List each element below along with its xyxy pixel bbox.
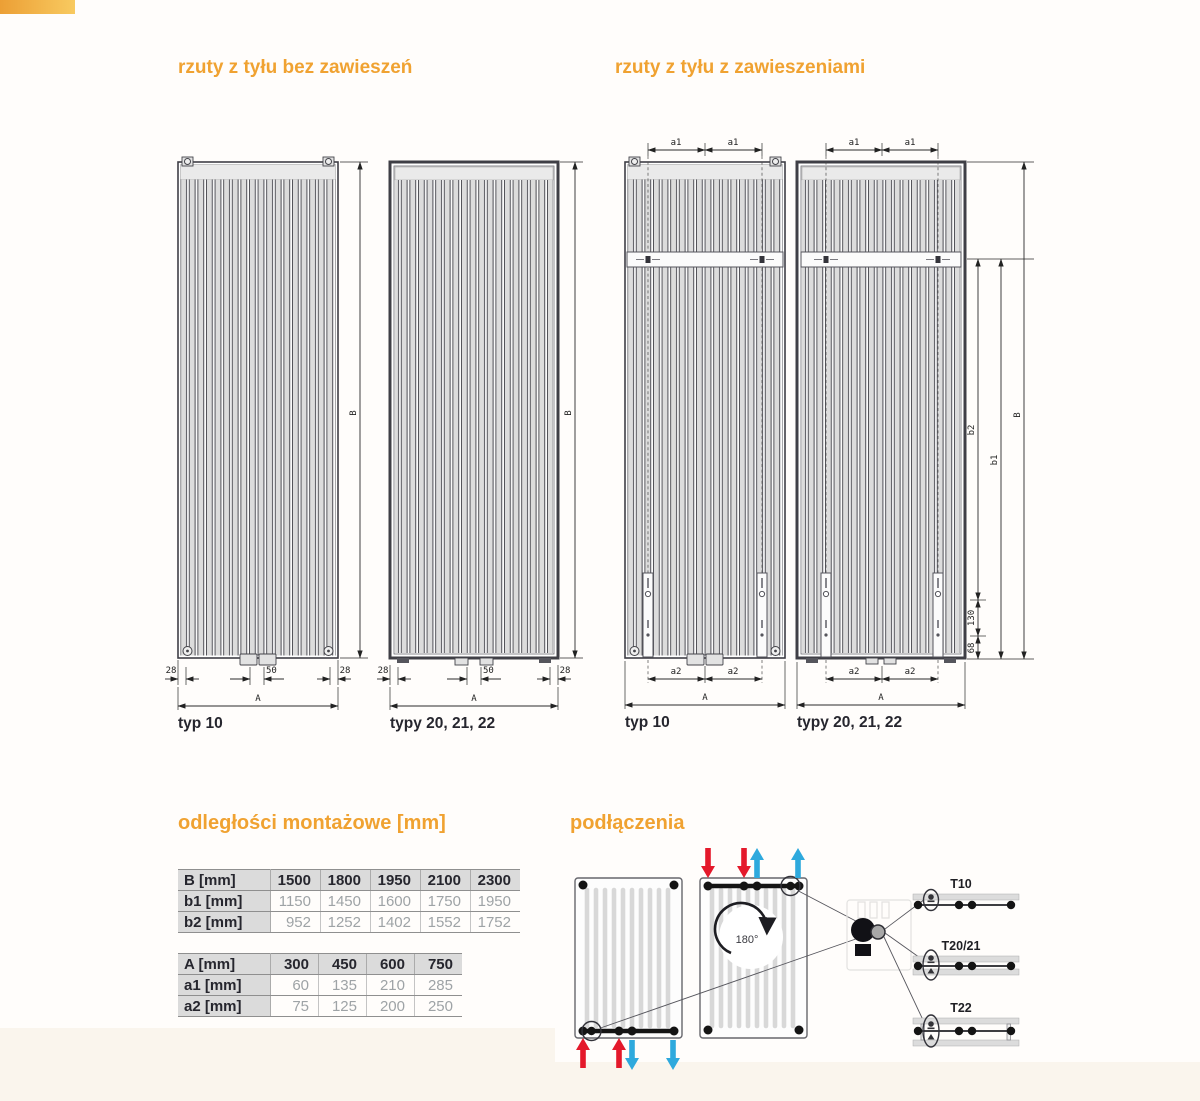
- table-header-cell: 2100: [421, 870, 471, 891]
- table-cell: 200: [367, 996, 415, 1017]
- table-cell: 135: [319, 975, 367, 996]
- table-header-cell: A [mm]: [178, 954, 271, 975]
- drawing-caption-typ202122: typy 20, 21, 22: [797, 714, 903, 731]
- dimension-B: [560, 162, 583, 658]
- section-title-connections: podłączenia: [570, 812, 685, 834]
- table-header-cell: 600: [367, 954, 415, 975]
- dim-label-b2: b2: [967, 424, 977, 436]
- brand-gradient-bar: [0, 0, 75, 14]
- table-cell: 1552: [421, 912, 471, 933]
- table-cell: 1600: [371, 891, 421, 912]
- dim-label-a2: a2: [670, 667, 682, 677]
- dim-label-B: B: [564, 410, 574, 416]
- red-supply-arrow: [612, 1038, 626, 1068]
- profile-label-t22: T22: [950, 1001, 972, 1015]
- supply-return-arrows-bottom: [576, 1038, 680, 1070]
- radiator-front-bottom-connection: [575, 878, 682, 1070]
- rear-view-typ202122-no-hangers-drawing: [375, 155, 590, 735]
- dim-label-a2: a2: [848, 667, 860, 677]
- dim-label-28: 28: [377, 666, 389, 676]
- section-title-rear-no-hangers: rzuty z tyłu bez zawieszeń: [178, 57, 413, 78]
- profile-detail-t2021: [913, 939, 1019, 980]
- table-cell: 285: [415, 975, 463, 996]
- table-cell: 250: [415, 996, 463, 1017]
- radiator-fins: [395, 180, 553, 653]
- table-horizontal-distances: [178, 953, 462, 1017]
- table-cell: 1750: [421, 891, 471, 912]
- rotation-label: 180°: [735, 934, 759, 946]
- red-supply-arrow: [737, 848, 751, 878]
- table-row: [178, 996, 462, 1017]
- dim-label-B: B: [1013, 412, 1023, 418]
- drawing-caption-typ10: typ 10: [625, 714, 670, 731]
- dimension-B: [340, 162, 368, 658]
- table-cell: 1450: [321, 891, 371, 912]
- drawing-caption-typ10: typ 10: [178, 715, 223, 732]
- dim-label-50: 50: [483, 666, 494, 676]
- table-row: [178, 975, 462, 996]
- dimension-bottom: [377, 665, 571, 710]
- dim-label-28: 28: [339, 666, 351, 676]
- section-title-mounting-distances: odległości montażowe [mm]: [178, 812, 446, 834]
- dim-label-28: 28: [165, 666, 177, 676]
- table-vertical-distances: [178, 869, 520, 933]
- mounting-rail: [627, 252, 783, 267]
- blue-return-arrow: [666, 1040, 680, 1070]
- drawing-caption-typ202122: typy 20, 21, 22: [390, 715, 496, 732]
- blue-return-arrow: [791, 848, 805, 878]
- blue-return-arrow: [625, 1040, 639, 1070]
- radiator-front-top-connection: [700, 848, 807, 1038]
- rear-view-typ10-no-hangers-drawing: [163, 155, 378, 735]
- table-cell: 1752: [471, 912, 521, 933]
- table-row-label: b1 [mm]: [178, 891, 271, 912]
- dimension-bottom: [165, 660, 351, 710]
- table-header-cell: 1500: [271, 870, 321, 891]
- table-row: [178, 870, 520, 891]
- table-cell: 952: [271, 912, 321, 933]
- dim-label-28: 28: [559, 666, 571, 676]
- table-row-label: a1 [mm]: [178, 975, 271, 996]
- dim-label-B: B: [349, 410, 359, 416]
- table-cell: 125: [319, 996, 367, 1017]
- table-header-cell: 750: [415, 954, 463, 975]
- table-row: [178, 954, 462, 975]
- dim-label-a2: a2: [904, 667, 916, 677]
- red-supply-arrow: [701, 848, 715, 878]
- table-cell: 1402: [371, 912, 421, 933]
- valve-detail-block: [855, 944, 871, 956]
- table-row: [178, 912, 520, 933]
- red-supply-arrow: [576, 1038, 590, 1068]
- table-cell: 1150: [271, 891, 321, 912]
- dim-label-b1: b1: [990, 454, 1000, 466]
- dim-label-a1: a1: [670, 138, 682, 148]
- table-cell: 75: [271, 996, 319, 1017]
- profile-label-t2021: T20/21: [941, 939, 981, 953]
- dim-label-68: 68: [967, 642, 977, 654]
- dim-label-A: A: [878, 693, 884, 703]
- table-header-cell: 1800: [321, 870, 371, 891]
- table-row-label: b2 [mm]: [178, 912, 271, 933]
- dim-label-50: 50: [266, 666, 277, 676]
- connection-node: [871, 925, 885, 939]
- table-header-cell: 300: [271, 954, 319, 975]
- dim-label-a1: a1: [848, 138, 860, 148]
- table-row-label: a2 [mm]: [178, 996, 271, 1017]
- profile-detail-t10: [913, 877, 1019, 911]
- table-cell: 210: [367, 975, 415, 996]
- dim-label-a1: a1: [727, 138, 739, 148]
- dim-label-a1: a1: [904, 138, 916, 148]
- table-cell: 60: [271, 975, 319, 996]
- table-cell: 1950: [471, 891, 521, 912]
- dimension-a1: [648, 138, 762, 156]
- supply-return-arrows-top: [701, 848, 805, 878]
- dim-label-A: A: [255, 694, 261, 704]
- mounting-rail: [801, 252, 961, 267]
- table-row: [178, 891, 520, 912]
- dim-label-a2: a2: [727, 667, 739, 677]
- table-cell: 1252: [321, 912, 371, 933]
- table-header-cell: 450: [319, 954, 367, 975]
- blue-return-arrow: [750, 848, 764, 878]
- radiator-fins: [181, 180, 336, 656]
- section-title-rear-with-hangers: rzuty z tyłu z zawieszeniami: [615, 57, 866, 78]
- dim-label-A: A: [471, 694, 477, 704]
- connections-diagram: [555, 840, 1200, 1080]
- table-header-cell: B [mm]: [178, 870, 271, 891]
- table-header-cell: 2300: [471, 870, 521, 891]
- profile-detail-t22: [913, 1001, 1019, 1047]
- rear-view-typ202122-with-hangers-drawing: [782, 130, 1200, 735]
- dimension-a2-A: [625, 661, 785, 709]
- dim-label-A: A: [702, 693, 708, 703]
- dim-label-130: 130: [967, 609, 977, 627]
- dimension-a1: [826, 138, 938, 156]
- table-header-cell: 1950: [371, 870, 421, 891]
- dimension-a2-A: [797, 662, 965, 709]
- profile-label-t10: T10: [950, 877, 972, 891]
- dimension-b1-b2-B: [967, 162, 1034, 659]
